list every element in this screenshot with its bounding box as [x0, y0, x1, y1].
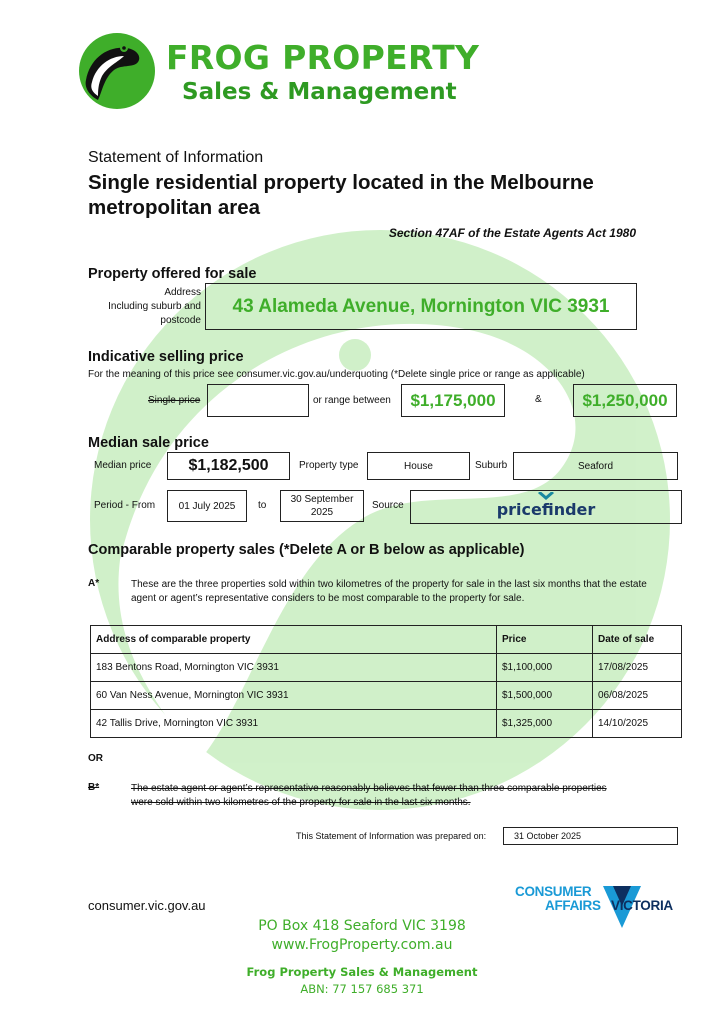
comp-price: $1,325,000	[497, 710, 593, 738]
footer-url[interactable]: www.FrogProperty.com.au	[271, 937, 453, 953]
or-separator: OR	[88, 753, 103, 764]
document-title: Single residential property located in the Melbourne metropolitan area	[88, 171, 594, 219]
column-date: Date of sale	[593, 626, 682, 654]
column-address: Address of comparable property	[91, 626, 497, 654]
median-heading: Median sale price	[88, 435, 209, 451]
option-b-text: The estate agent or agent’s representative reasonably believes that fewer than three comparable properties were sold within two kilometres of the property for sale in the last six months.	[131, 783, 607, 808]
statement-label: Statement of Information	[88, 149, 264, 166]
comp-price: $1,100,000	[497, 654, 593, 682]
address-label: Address Including suburb and postcode	[108, 287, 201, 326]
comp-date: 06/08/2025	[593, 682, 682, 710]
suburb-label: Suburb	[475, 460, 508, 471]
frog-logo-icon	[78, 32, 156, 110]
range-low-price: $1,175,000	[401, 384, 505, 417]
footer-company: Frog Property Sales & Management	[246, 965, 478, 979]
comp-address: 183 Bentons Road, Mornington VIC 3931	[91, 654, 497, 682]
suburb: Seaford	[513, 452, 678, 480]
single-price-field	[207, 384, 309, 417]
option-a-marker: A*	[88, 578, 100, 589]
comp-address: 42 Tallis Drive, Mornington VIC 3931	[91, 710, 497, 738]
comparables-table	[90, 625, 682, 738]
period-to: 30 September 2025	[280, 490, 364, 522]
range-label: or range between	[313, 395, 391, 406]
cav-line1: CONSUMER	[515, 884, 592, 899]
indicative-heading: Indicative selling price	[88, 349, 244, 365]
prepared-date: 31 October 2025	[503, 827, 678, 845]
property-heading: Property offered for sale	[88, 266, 257, 282]
source-label: Source	[372, 500, 404, 511]
footer-address: PO Box 418 Seaford VIC 3198	[258, 918, 466, 934]
option-b-marker: B*	[88, 782, 100, 793]
range-high-price: $1,250,000	[573, 384, 677, 417]
column-price: Price	[497, 626, 593, 654]
table-row	[91, 682, 682, 710]
single-price-label: Single price	[148, 395, 201, 406]
median-price-label: Median price	[94, 460, 152, 471]
act-reference: Section 47AF of the Estate Agents Act 1980	[388, 226, 636, 240]
consumer-website: consumer.vic.gov.au	[88, 898, 206, 913]
brand-title: FROG PROPERTY	[166, 38, 480, 77]
table-row	[91, 710, 682, 738]
source-box	[410, 490, 682, 524]
table-row	[91, 654, 682, 682]
prepared-label: This Statement of Information was prepared on:	[296, 831, 487, 841]
comp-price: $1,500,000	[497, 682, 593, 710]
comparables-heading: Comparable property sales (*Delete A or B below as applicable)	[88, 542, 525, 558]
footer-abn: ABN: 77 157 685 371	[300, 982, 424, 996]
property-type-label: Property type	[299, 460, 359, 471]
period-from: 01 July 2025	[167, 490, 247, 522]
option-a-text: These are the three properties sold within two kilometres of the property for sale in the last six months that the estate agent or agent’s representative considers to be most comparable to the property for sale.	[131, 579, 647, 604]
period-from-label: Period - From	[94, 500, 156, 511]
comp-address: 60 Van Ness Avenue, Mornington VIC 3931	[91, 682, 497, 710]
comp-date: 17/08/2025	[593, 654, 682, 682]
pricefinder-logo-icon	[531, 492, 561, 500]
property-type: House	[367, 452, 470, 480]
period-to-label: to	[258, 500, 267, 511]
cav-victoria: VICTORIA	[611, 898, 673, 913]
indicative-note: For the meaning of this price see consumer.vic.gov.au/underquoting (*Delete single price or range as applicable)	[88, 369, 585, 380]
brand-subtitle: Sales & Management	[182, 79, 457, 105]
table-header-row	[91, 626, 682, 654]
range-and: &	[535, 394, 542, 405]
comp-date: 14/10/2025	[593, 710, 682, 738]
property-address: 43 Alameda Avenue, Mornington VIC 3931	[205, 283, 637, 330]
cav-line2: AFFAIRS	[545, 898, 601, 913]
median-price: $1,182,500	[167, 452, 290, 480]
source-name: pricefinder	[496, 499, 596, 519]
